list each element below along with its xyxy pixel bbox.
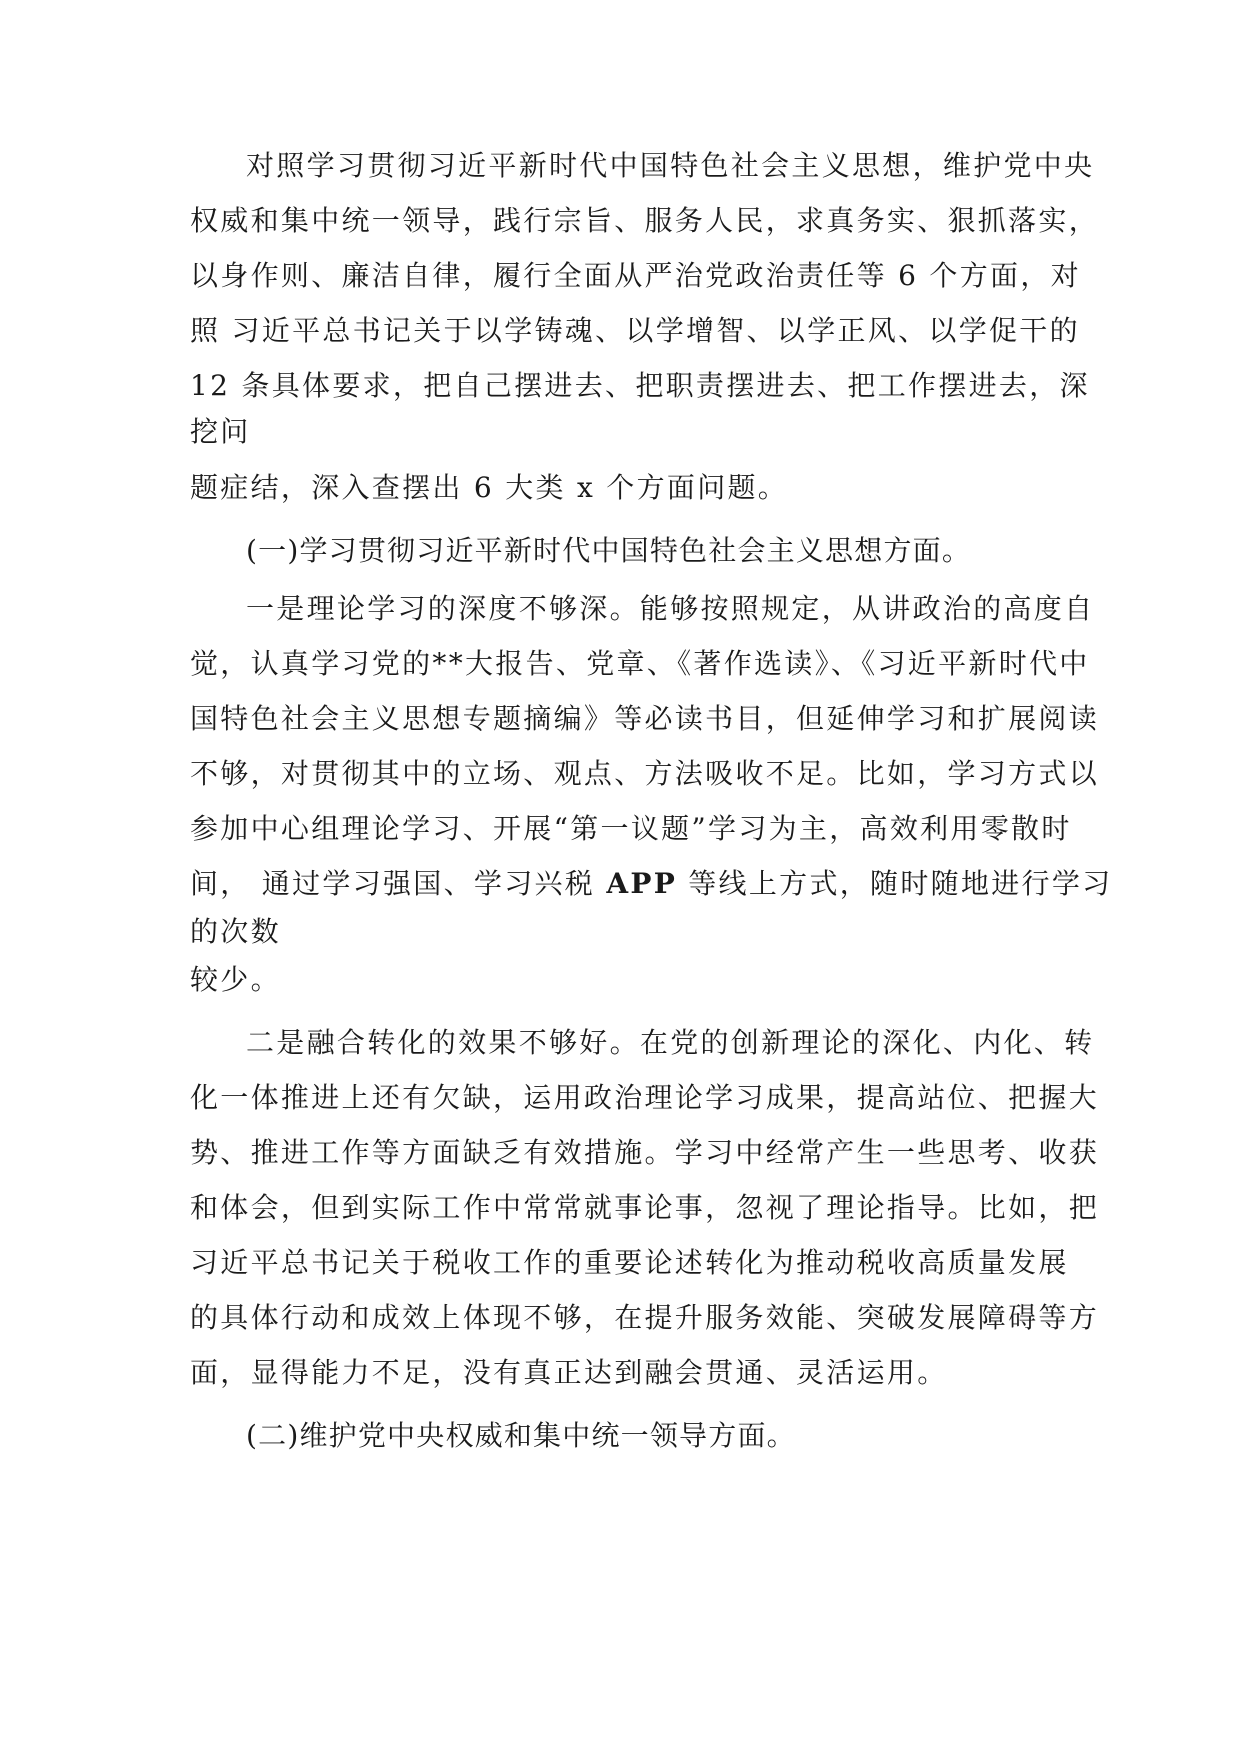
- paragraph-line-text: 间， 通过学习强国、学习兴税: [190, 867, 607, 900]
- paragraph-line-text: 等线上方式，随时随地进行学习: [677, 867, 1113, 900]
- section-heading: (二)维护党中央权威和集中统一领导方面。: [246, 1419, 796, 1452]
- paragraph-line: 照 习近平总书记关于以学铸魂、以学增智、以学正风、以学促干的: [190, 314, 1080, 347]
- paragraph-line: [190, 864, 1112, 904]
- paragraph-line: 一是理论学习的深度不够深。能够按照规定，从讲政治的高度自: [246, 592, 1095, 625]
- paragraph-line: 较少。: [190, 963, 281, 996]
- paragraph-line: 的次数: [190, 915, 281, 948]
- paragraph-line: 12 条具体要求，把自己摆进去、把职责摆进去、把工作摆进去，深: [190, 369, 1090, 402]
- paragraph-line: 习近平总书记关于税收工作的重要论述转化为推动税收高质量发展: [190, 1246, 1069, 1279]
- paragraph-line: 国特色社会主义思想专题摘编》等必读书目，但延伸学习和扩展阅读: [190, 702, 1100, 735]
- paragraph-line: 二是融合转化的效果不够好。在党的创新理论的深化、内化、转: [246, 1026, 1095, 1059]
- paragraph-line: 参加中心组理论学习、开展“第一议题”学习为主，高效利用零散时: [190, 812, 1072, 845]
- paragraph-line: 挖问: [190, 415, 251, 448]
- app-label: APP: [606, 867, 678, 900]
- paragraph-line: 题症结，深入查摆出 6 大类 x 个方面问题。: [190, 471, 789, 504]
- paragraph-line: 不够，对贯彻其中的立场、观点、方法吸收不足。比如，学习方式以: [190, 757, 1100, 790]
- paragraph-line: 面，显得能力不足，没有真正达到融会贯通、灵活运用。: [190, 1356, 948, 1389]
- paragraph-line: 的具体行动和成效上体现不够，在提升服务效能、突破发展障碍等方: [190, 1301, 1100, 1334]
- paragraph-line: 以身作则、廉洁自律，履行全面从严治党政治责任等 6 个方面，对: [190, 259, 1081, 292]
- paragraph-line: 和体会，但到实际工作中常常就事论事，忽视了理论指导。比如，把: [190, 1191, 1100, 1224]
- paragraph-line: 觉，认真学习党的**大报告、党章、《著作选读》、《习近平新时代中: [190, 647, 1090, 680]
- section-heading: (一)学习贯彻习近平新时代中国特色社会主义思想方面。: [246, 534, 972, 567]
- paragraph-line: 权威和集中统一领导，践行宗旨、服务人民，求真务实、狠抓落实，: [190, 204, 1100, 237]
- paragraph-line: 化一体推进上还有欠缺，运用政治理论学习成果，提高站位、把握大: [190, 1081, 1100, 1114]
- paragraph-line: 对照学习贯彻习近平新时代中国特色社会主义思想，维护党中央: [246, 149, 1095, 182]
- paragraph-line: 势、推进工作等方面缺乏有效措施。学习中经常产生一些思考、收获: [190, 1136, 1100, 1169]
